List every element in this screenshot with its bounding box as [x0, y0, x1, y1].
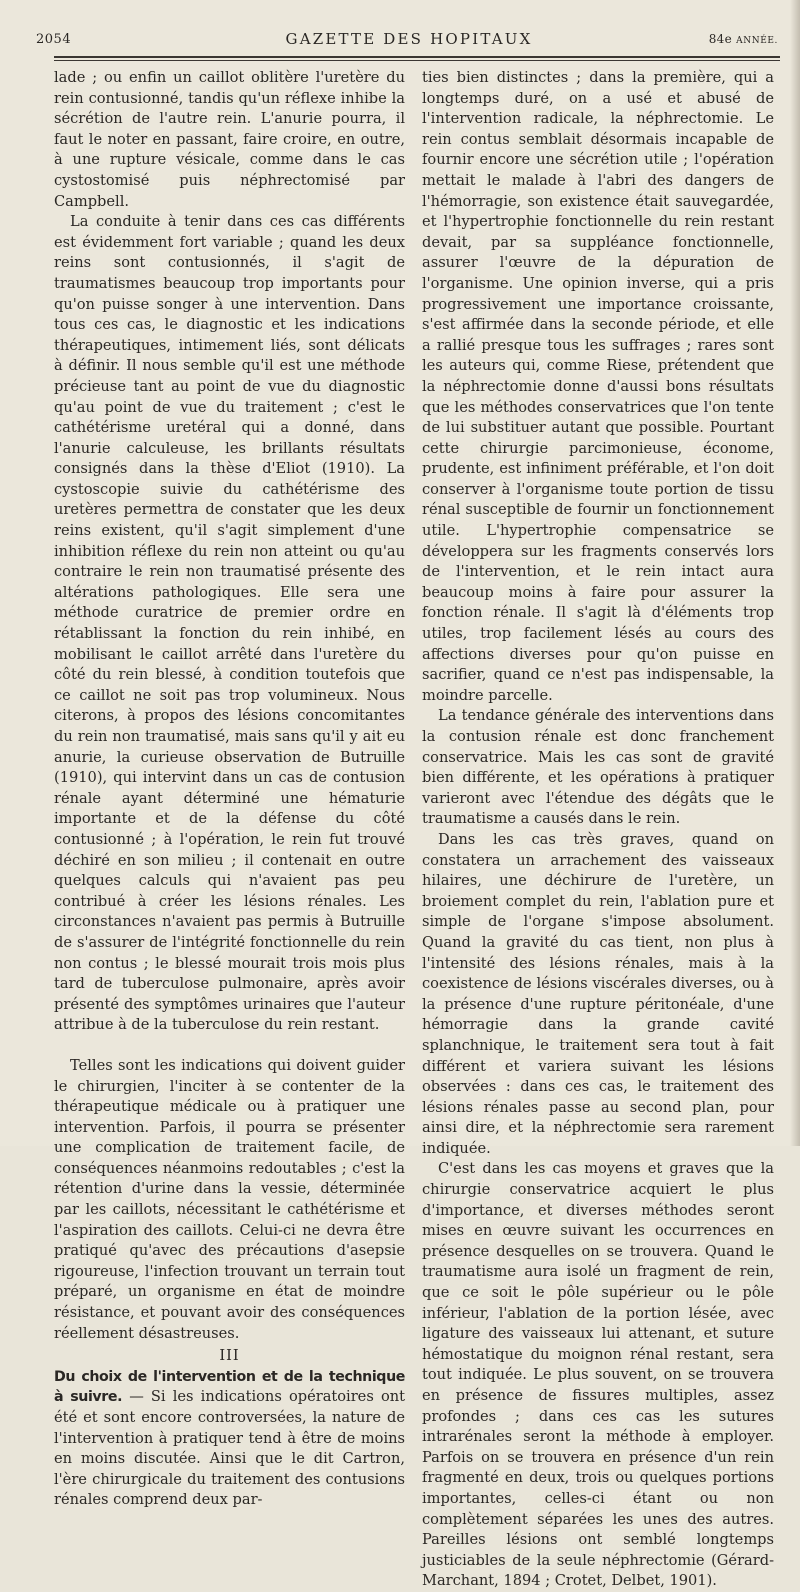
running-header — [36, 30, 782, 52]
paragraph: ties bien distinctes ; dans la première, qui a longtemps duré, on a usé et abusé de l'intervention radicale, la néphrectomie. Le rein contus semblait désormais incapable de fournir encore une sécrétion utile ; l'opération mettait le malade à l'abri des dangers de l'hémorragie, son existence était sauvegardée, et l'hypertrophie fonctionnelle du rein restant devait, par sa suppléance fonctionnelle, assurer l'œuvre de la dépuration de l'organisme. Une opinion inverse, qui a pris progressivement une importance croissante, s'est affirmée dans la seconde période, et elle a rallié presque tous les suffrages ; rares sont les auteurs qui, comme Riese, prétendent que la néphrectomie donne d'aussi bons résultats que les méthodes conservatrices que l'on tente de lui substituer autant que possible. Pourtant cette chirurgie parcimonieuse, économe, prudente, est infiniment préférable, et l'on doit conserver à l'organisme toute portion de tissu rénal susceptible de fournir un fonctionnement utile. L'hypertrophie compensatrice se développera sur les fragments conservés lors de l'intervention, et le rein intact aura beaucoup moins à faire pour assurer la fonction rénale. Il s'agit là d'éléments trop utiles, trop facilement lésés au cours des affections diverses pour qu'on puisse en sacrifier, quand ce n'est pas indispensable, la moindre parcelle. — [422, 69, 774, 704]
paragraph: La tendance générale des interventions dans la contusion rénale est donc franchement conservatrice. Mais les cas sont de gravité bien différente, et les opérations à pratiquer varieront avec l'étendue des dégâts que le traumatisme a causés dans le rein. — [422, 707, 774, 828]
right-column — [422, 68, 774, 1592]
year-word: ANNÉE. — [736, 36, 778, 46]
year-label — [709, 32, 778, 46]
page-number: 2054 — [36, 32, 72, 47]
left-column — [54, 68, 405, 1511]
paragraph: Dans les cas très graves, quand on constatera un arrachement des vaisseaux hilaires, une déchirure de l'uretère, un broiement complet du rein, l'ablation pure et simple de l'organe s'impose absolument. Quand la gravité du cas tient, non plus à l'intensité des lésions rénales, mais à la coexistence de lésions viscérales diverses, ou à la présence d'une rupture péritonéale, d'une hémorragie dans la grande cavité splanchnique, le traitement sera tout à fait différent et variera suivant les lésions observées : dans ces cas, le traitement des lésions rénales passe au second plan, pour ainsi dire, et la néphrectomie sera rarement indiquée. — [422, 830, 774, 1157]
header-rule-thin — [54, 60, 780, 61]
page-edge-shadow — [790, 0, 800, 1146]
paragraph: C'est dans les cas moyens et graves que la chirurgie conservatrice acquiert le plus d'importance, et diverses méthodes seront mises en œuvre suivant les occurrences en présence desquelles on se trouvera. Quand le traumatisme aura isolé un fragment de rein, que ce soit le pôle supérieur ou le pôle inférieur, l'ablation de la portion lésée, avec ligature des vaisseaux lui attenant, et suture hémostatique du moignon rénal restant, sera tout indiquée. Le plus souvent, on se trouvera en présence de fissures multiples, assez profondes ; dans ces cas les sutures intrarénales seront la méthode à employer. Parfois on se trouvera en présence d'un rein fragmenté en deux, trois ou quelques portions importantes, celles-ci étant ou non complètement séparées les unes des autres. Pareilles lésions ont semblé longtemps justiciables de la seule néphrectomie (Gérard-Marchant, 1894 ; Crotet, Delbet, 1901). — [422, 1160, 774, 1590]
section-number: III — [219, 1347, 240, 1365]
section-paragraph — [54, 1367, 405, 1511]
paragraph: La conduite à tenir dans ces cas différents est évidemment fort variable ; quand les deux reins sont contusionnés, il s'agit de traumatismes beaucoup trop importants pour qu'on puisse songer à une intervention. Dans tous ces cas, le diagnostic et les indications thérapeutiques, intimement liés, sont délicats à définir. Il nous semble qu'il est une méthode précieuse tant au point de vue du diagnostic qu'au point de vue du traitement ; c'est le cathétérisme uretéral qui a donné, dans l'anurie calculeuse, les brillants résultats consignés dans la thèse d'Eliot (1910). La cystoscopie suivie du cathétérisme des uretères permettra de constater que les deux reins existent, qu'il s'agit simplement d'une inhibition réflexe du rein non atteint ou qu'au contraire le rein non traumatisé présente des altérations pathologiques. Elle sera une méthode curatrice de premier ordre en rétablissant la fonction du rein inhibé, en mobilisant le caillot arrêté dans l'uretère du côté du rein blessé, à condition toutefois que ce caillot ne soit pas trop volumineux. Nous citerons, à propos des lésions concomitantes du rein non traumatisé, mais sans qu'il y ait eu anurie, la curieuse observation de Butruille (1910), qui intervint dans un cas de contusion rénale ayant déterminé une hématurie importante et de la défense du côté contusionné ; à l'opération, le rein fut trouvé déchiré en son milieu ; il contenait en outre quelques calculs qui n'avaient pas peu contribué à créer les lésions rénales. Les circonstances n'avaient pas permis à Butruille de s'assurer de l'intégrité fonctionnelle du rein non contus ; le blessé mourait trois mois plus tard de tuberculose pulmonaire, après avoir présenté des symptômes urinaires que l'auteur attribue à de la tuberculose du rein restant. — [54, 213, 405, 1034]
year-number: 84e — [708, 32, 733, 46]
journal-title: GAZETTE DES HOPITAUX — [285, 30, 533, 48]
section-text: — Si les indications opératoires ont été et sont encore controversées, la nature de l'intervention à pratiquer tend à être de moins en moins discutée. Ainsi que le dit Cartron, l'ère chirurgicale du traitement des contusions rénales comprend deux par- — [54, 1388, 405, 1509]
paragraph: Telles sont les indications qui doivent guider le chirurgien, l'inciter à se contenter de la thérapeutique médicale ou à pratiquer une intervention. Parfois, il pourra se présenter une complication de traitement facile, de conséquences néanmoins redoutables ; c'est la rétention d'urine dans la vessie, déterminée par les caillots, nécessitant le cathétérisme et l'aspiration des caillots. Celui-ci ne devra être pratiqué qu'avec des précautions d'asepsie rigoureuse, l'infection trouvant un terrain tout préparé, un organisme en état de moindre résistance, et pouvant avoir des conséquences réellement désastreuses. — [54, 1056, 405, 1342]
header-rule-thick — [54, 56, 780, 58]
paragraph: lade ; ou enfin un caillot oblitère l'uretère du rein contusionné, tandis qu'un réflexe inhibe la sécrétion de l'autre rein. L'anurie pourra, il faut le noter en passant, faire croire, en outre, à une rupture vésicale, comme dans le cas cystostomisé puis néphrectomisé par Campbell. — [54, 69, 405, 210]
section-heading: Du choix de l'intervention et de la technique à suivre. — [54, 1368, 405, 1406]
